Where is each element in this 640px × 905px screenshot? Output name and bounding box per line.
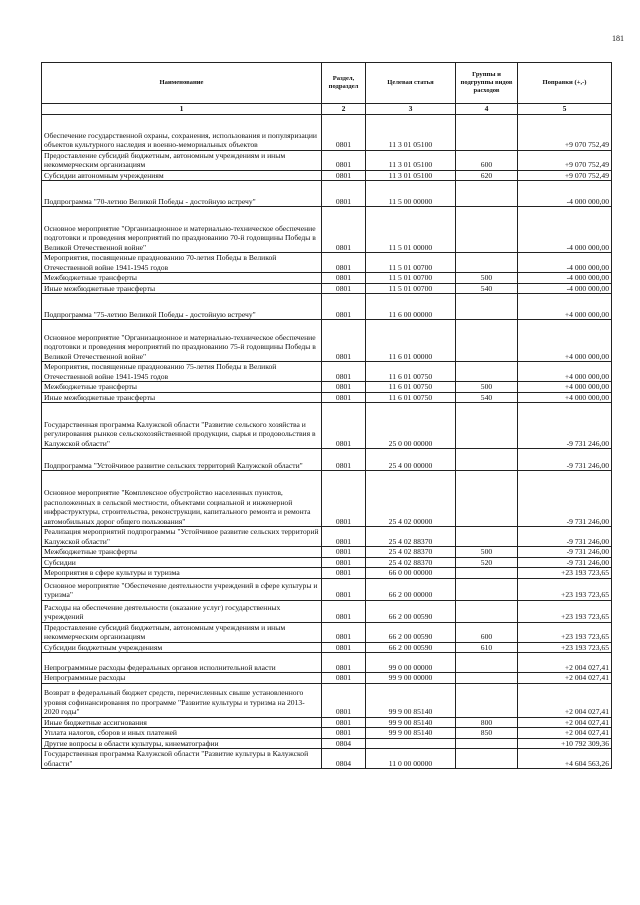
row-expense-group: 800 [456,717,518,728]
row-target-item: 66 0 00 00000 [366,568,456,579]
row-target-item: 11 5 01 00700 [366,283,456,294]
row-target-item: 11 6 01 00000 [366,320,456,362]
table-row [42,170,612,181]
row-name: Непрограммные расходы [42,673,322,684]
table-row [42,403,612,449]
row-expense-group [456,207,518,253]
row-section: 0801 [322,150,366,170]
row-name: Расходы на обеспечение деятельности (оказание услуг) государственных учреждений [42,600,322,622]
row-expense-group [456,568,518,579]
row-expense-group [456,527,518,547]
row-amount: +2 004 027,41 [518,683,612,717]
row-section: 0801 [322,170,366,181]
row-amount: +9 070 752,49 [518,114,612,150]
row-name: Межбюджетные трансферты [42,547,322,558]
row-expense-group: 540 [456,392,518,403]
table-row [42,557,612,568]
row-section: 0801 [322,114,366,150]
row-name: Мероприятия, посвященные празднованию 75-летия Победы в Великой Отечественной войне 1941-1945 годов [42,362,322,382]
row-expense-group: 520 [456,557,518,568]
row-name: Основное мероприятие "Организационное и материально-техническое обеспечение подготовки и проведения мероприятий по празднованию 70-й годовщины Победы в Великой Отечественной войне" [42,207,322,253]
row-amount: +4 000 000,00 [518,294,612,320]
row-amount: -9 731 246,00 [518,547,612,558]
row-target-item: 99 9 00 85140 [366,717,456,728]
header-target-item: Целевая статья [366,63,456,104]
row-name: Государственная программа Калужской области "Развитие сельского хозяйства и регулирования рынков сельскохозяйственной продукции, сырья и продовольствия в Калужской области" [42,403,322,449]
table-row [42,600,612,622]
row-amount: -4 000 000,00 [518,273,612,284]
column-index: 3 [366,104,456,115]
row-amount: -9 731 246,00 [518,403,612,449]
table-row [42,717,612,728]
row-section: 0801 [322,362,366,382]
page-number: 181 [612,34,624,43]
row-amount: -4 000 000,00 [518,253,612,273]
row-target-item: 66 2 00 00590 [366,642,456,653]
row-target-item: 11 0 00 00000 [366,749,456,769]
column-index: 1 [42,104,322,115]
row-section: 0801 [322,557,366,568]
table-row [42,392,612,403]
row-target-item: 11 5 01 00700 [366,273,456,284]
row-expense-group: 500 [456,273,518,284]
row-target-item: 99 9 00 85140 [366,683,456,717]
row-name: Субсидии автономным учреждениям [42,170,322,181]
row-section: 0801 [322,578,366,600]
row-section: 0801 [322,527,366,547]
row-amount: -9 731 246,00 [518,471,612,527]
row-name: Предоставление субсидий бюджетным, автономным учреждениям и иным некоммерческим организациям [42,150,322,170]
table-row [42,471,612,527]
table-row [42,653,612,673]
column-index: 4 [456,104,518,115]
row-name: Другие вопросы в области культуры, кинематографии [42,738,322,749]
budget-amendments-table [41,62,612,769]
row-name: Иные межбюджетные трансферты [42,283,322,294]
table-row [42,449,612,471]
table-row [42,320,612,362]
row-section: 0801 [322,320,366,362]
row-name: Субсидии бюджетным учреждениям [42,642,322,653]
row-amount: -4 000 000,00 [518,283,612,294]
row-expense-group [456,578,518,600]
row-section: 0804 [322,738,366,749]
row-expense-group: 500 [456,547,518,558]
row-expense-group [456,294,518,320]
row-section: 0801 [322,653,366,673]
row-name: Реализация мероприятий подпрограммы "Устойчивое развитие сельских территорий Калужской области" [42,527,322,547]
row-expense-group: 540 [456,283,518,294]
row-amount: +4 000 000,00 [518,392,612,403]
row-amount: -4 000 000,00 [518,181,612,207]
row-target-item: 25 4 02 88370 [366,527,456,547]
table-row [42,362,612,382]
row-amount: +23 193 723,65 [518,578,612,600]
row-section: 0801 [322,181,366,207]
row-amount: -9 731 246,00 [518,527,612,547]
row-section: 0801 [322,547,366,558]
row-name: Подпрограмма "70-летию Великой Победы - достойную встречу" [42,181,322,207]
table-row [42,749,612,769]
row-expense-group [456,653,518,673]
row-name: Обеспечение государственной охраны, сохранения, использования и популяризации объектов культурного наследия и военно-мемориальных объектов [42,114,322,150]
row-target-item: 66 2 00 00590 [366,600,456,622]
row-target-item: 25 4 02 00000 [366,471,456,527]
row-section: 0801 [322,471,366,527]
row-section: 0801 [322,642,366,653]
row-expense-group [456,673,518,684]
table-row [42,568,612,579]
row-amount: +4 000 000,00 [518,382,612,393]
table-row [42,181,612,207]
row-amount: +4 000 000,00 [518,362,612,382]
table-row [42,738,612,749]
table-row [42,527,612,547]
row-expense-group [456,683,518,717]
row-expense-group [456,320,518,362]
row-amount: +9 070 752,49 [518,170,612,181]
row-section: 0801 [322,253,366,273]
row-section: 0801 [322,283,366,294]
row-expense-group: 600 [456,150,518,170]
row-expense-group: 600 [456,622,518,642]
row-amount: +9 070 752,49 [518,150,612,170]
row-expense-group [456,471,518,527]
row-section: 0801 [322,683,366,717]
row-target-item: 99 9 00 85140 [366,728,456,739]
table-row [42,578,612,600]
row-section: 0801 [322,728,366,739]
row-name: Непрограммные расходы федеральных органов исполнительной власти [42,653,322,673]
row-target-item: 25 4 02 88370 [366,547,456,558]
table-row [42,728,612,739]
row-target-item: 99 9 00 00000 [366,673,456,684]
row-section: 0801 [322,449,366,471]
row-target-item: 66 2 00 00590 [366,622,456,642]
row-expense-group: 610 [456,642,518,653]
row-expense-group: 850 [456,728,518,739]
row-section: 0801 [322,392,366,403]
row-section: 0801 [322,273,366,284]
row-target-item: 11 6 01 00750 [366,362,456,382]
row-target-item: 11 3 01 05100 [366,114,456,150]
row-amount: +23 193 723,65 [518,568,612,579]
row-target-item: 25 4 02 88370 [366,557,456,568]
row-expense-group [456,449,518,471]
row-target-item: 11 5 00 00000 [366,181,456,207]
row-target-item: 11 6 01 00750 [366,382,456,393]
row-expense-group [456,114,518,150]
table-row [42,273,612,284]
row-name: Возврат в федеральный бюджет средств, перечисленных свыше установленного уровня софинансирования по программе "Развитие культуры и туризма на 2013-2020 годы" [42,683,322,717]
row-target-item: 25 4 00 00000 [366,449,456,471]
row-name: Субсидии [42,557,322,568]
row-amount: +4 604 563,26 [518,749,612,769]
row-amount: +2 004 027,41 [518,673,612,684]
table-row [42,547,612,558]
row-target-item: 66 2 00 00000 [366,578,456,600]
row-target-item: 99 0 00 00000 [366,653,456,673]
row-section: 0801 [322,207,366,253]
row-amount: -9 731 246,00 [518,557,612,568]
row-expense-group: 620 [456,170,518,181]
row-target-item: 11 3 01 05100 [366,170,456,181]
row-name: Уплата налогов, сборов и иных платежей [42,728,322,739]
row-target-item: 11 3 01 05100 [366,150,456,170]
column-index: 2 [322,104,366,115]
row-section: 0801 [322,717,366,728]
row-amount: +2 004 027,41 [518,653,612,673]
row-name: Основное мероприятие "Организационное и материально-техническое обеспечение подготовки и проведения мероприятий по празднованию 75-й годовщины Победы в Великой Отечественной войне" [42,320,322,362]
row-amount: +23 193 723,65 [518,600,612,622]
table-row [42,253,612,273]
column-index: 5 [518,104,612,115]
row-amount: -9 731 246,00 [518,449,612,471]
row-section: 0804 [322,749,366,769]
table-body [42,114,612,769]
row-expense-group [456,600,518,622]
row-expense-group: 500 [456,382,518,393]
row-name: Иные межбюджетные трансферты [42,392,322,403]
row-expense-group [456,738,518,749]
row-amount: +4 000 000,00 [518,320,612,362]
row-section: 0801 [322,382,366,393]
table-row [42,294,612,320]
row-section: 0801 [322,622,366,642]
row-expense-group [456,181,518,207]
row-amount: +23 193 723,65 [518,622,612,642]
row-section: 0801 [322,294,366,320]
row-target-item: 11 5 01 00000 [366,207,456,253]
table-row [42,114,612,150]
row-section: 0801 [322,568,366,579]
row-name: Подпрограмма "75-летию Великой Победы - достойную встречу" [42,294,322,320]
row-expense-group [456,749,518,769]
table-row [42,382,612,393]
row-expense-group [456,253,518,273]
row-expense-group [456,362,518,382]
row-name: Межбюджетные трансферты [42,382,322,393]
row-target-item: 11 5 01 00700 [366,253,456,273]
row-target-item: 25 0 00 00000 [366,403,456,449]
header-name: Наименование [42,63,322,104]
table-row [42,150,612,170]
row-target-item [366,738,456,749]
row-name: Мероприятия, посвященные празднованию 70-летия Победы в Великой Отечественной войне 1941-1945 годов [42,253,322,273]
header-expense-group: Группы и подгруппы видов расходов [456,63,518,104]
table-row [42,622,612,642]
row-name: Государственная программа Калужской области "Развитие культуры в Калужской области" [42,749,322,769]
header-amendment: Поправки (+,-) [518,63,612,104]
row-amount: +2 004 027,41 [518,717,612,728]
row-target-item: 11 6 00 00000 [366,294,456,320]
row-section: 0801 [322,600,366,622]
row-name: Подпрограмма "Устойчивое развитие сельских территорий Калужской области" [42,449,322,471]
row-amount: -4 000 000,00 [518,207,612,253]
row-section: 0801 [322,673,366,684]
table-row [42,283,612,294]
row-name: Межбюджетные трансферты [42,273,322,284]
header-section: Раздел, подраздел [322,63,366,104]
row-amount: +10 792 309,36 [518,738,612,749]
row-section: 0801 [322,403,366,449]
table-row [42,207,612,253]
row-name: Основное мероприятие "Комплексное обустройство населенных пунктов, расположенных в сельской местности, объектами социальной и инженерной инфраструктуры, строительства, реконструкции, капитального ремонта и ремонта автомобильных дорог общего пользования" [42,471,322,527]
row-name: Основное мероприятие "Обеспечение деятельности учреждений в сфере культуры и туризма" [42,578,322,600]
table-row [42,642,612,653]
table-row [42,683,612,717]
row-name: Иные бюджетные ассигнования [42,717,322,728]
row-target-item: 11 6 01 00750 [366,392,456,403]
row-amount: +23 193 723,65 [518,642,612,653]
row-name: Мероприятия в сфере культуры и туризма [42,568,322,579]
row-expense-group [456,403,518,449]
table-row [42,673,612,684]
row-amount: +2 004 027,41 [518,728,612,739]
row-name: Предоставление субсидий бюджетным, автономным учреждениям и иным некоммерческим организациям [42,622,322,642]
